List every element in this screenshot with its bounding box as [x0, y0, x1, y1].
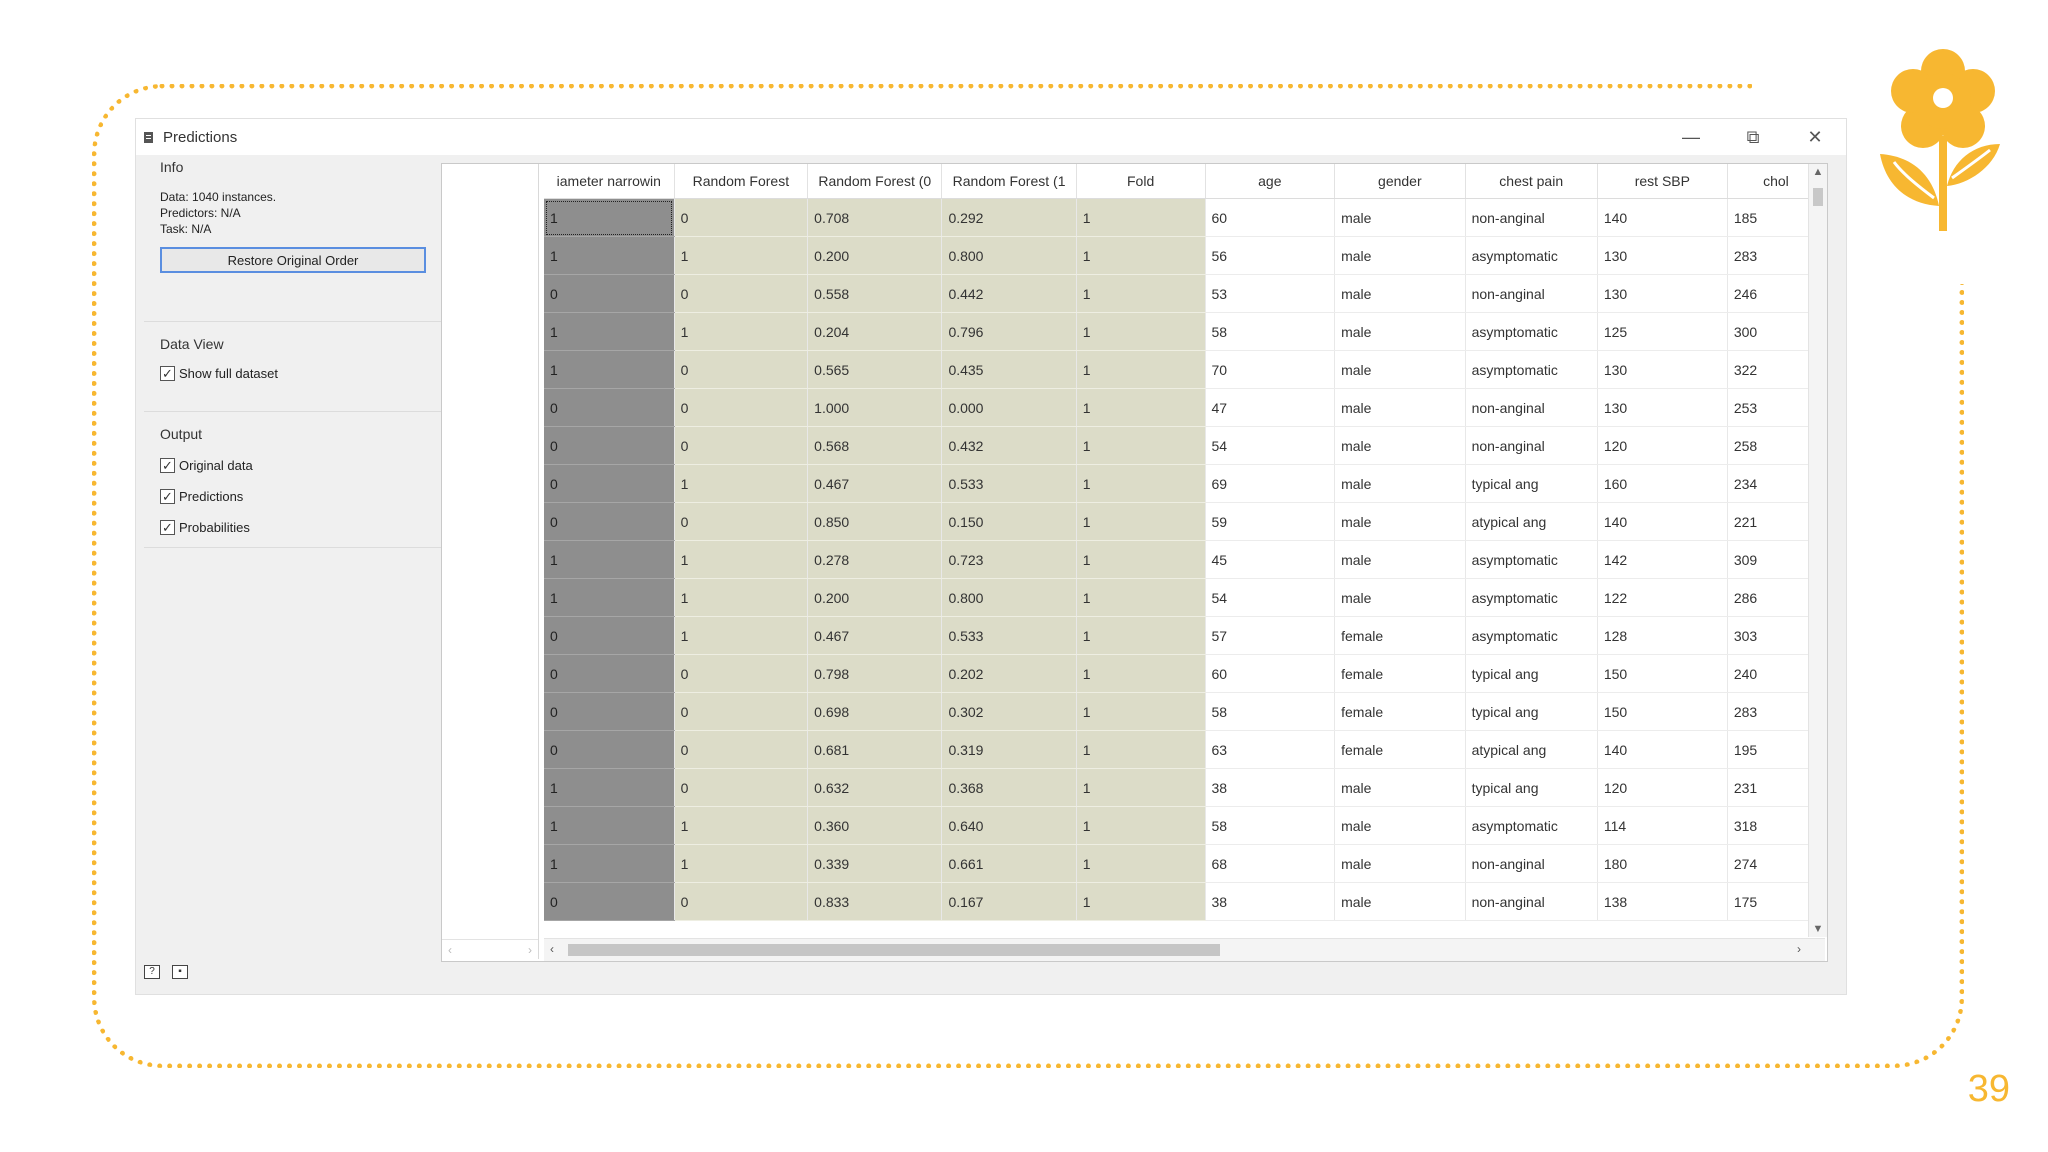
table-cell[interactable]: 0 [674, 655, 808, 693]
checkbox-icon: ✓ [160, 489, 175, 504]
table-cell[interactable]: 0.302 [942, 693, 1076, 731]
table-cell[interactable]: 53 [1205, 275, 1335, 313]
table-cell[interactable]: 318 [1727, 807, 1824, 845]
table-row[interactable] [544, 731, 1825, 769]
checkbox-icon: ✓ [160, 458, 175, 473]
table-cell[interactable]: 128 [1597, 617, 1727, 655]
scroll-thumb[interactable] [1813, 188, 1823, 206]
table-cell[interactable]: 0 [674, 427, 808, 465]
table-cell[interactable]: 68 [1205, 845, 1335, 883]
table-cell[interactable]: 1 [1076, 883, 1205, 921]
table-row[interactable] [544, 579, 1825, 617]
table-row[interactable] [544, 503, 1825, 541]
predictions-area [441, 163, 1828, 962]
table-cell[interactable]: non-anginal [1465, 845, 1597, 883]
table-cell[interactable]: typical ang [1465, 769, 1597, 807]
table-cell[interactable]: 253 [1727, 389, 1824, 427]
table-row[interactable] [544, 313, 1825, 351]
restore-button[interactable]: ⧉ [1746, 126, 1760, 147]
status-bar-icons [144, 965, 188, 979]
table-cell[interactable]: 185 [1727, 199, 1824, 237]
scroll-down-icon[interactable]: ▼ [1812, 923, 1824, 935]
scroll-left-icon[interactable]: ‹ [448, 942, 452, 957]
table-cell[interactable]: 0 [544, 503, 674, 541]
table-cell[interactable]: 0 [544, 655, 674, 693]
table-cell[interactable]: male [1335, 465, 1465, 503]
table-cell[interactable]: 0 [544, 427, 674, 465]
table-cell[interactable]: 240 [1727, 655, 1824, 693]
table-cell[interactable]: 0.708 [808, 199, 942, 237]
table-cell[interactable]: 1 [674, 465, 808, 503]
table-cell[interactable]: 1 [674, 541, 808, 579]
table-row[interactable] [544, 541, 1825, 579]
show-full-dataset-checkbox[interactable] [160, 366, 444, 381]
table-cell[interactable]: 0 [674, 199, 808, 237]
table-cell[interactable]: asymptomatic [1465, 807, 1597, 845]
table-cell[interactable]: 1 [1076, 351, 1205, 389]
table-cell[interactable]: male [1335, 541, 1465, 579]
table-cell[interactable]: atypical ang [1465, 503, 1597, 541]
table-cell[interactable]: 45 [1205, 541, 1335, 579]
table-cell[interactable]: 0 [544, 731, 674, 769]
table-cell[interactable]: male [1335, 237, 1465, 275]
info-task-line: Task: N/A [160, 222, 212, 236]
table-cell[interactable]: 0.632 [808, 769, 942, 807]
table-cell[interactable]: 1 [1076, 617, 1205, 655]
table-cell[interactable]: 0.360 [808, 807, 942, 845]
table-cell[interactable]: 0.278 [808, 541, 942, 579]
table-cell[interactable]: 0.661 [942, 845, 1076, 883]
window-controls [1660, 119, 1846, 155]
table-cell[interactable]: 0 [674, 693, 808, 731]
table-cell[interactable]: 0.467 [808, 617, 942, 655]
table-cell[interactable]: 56 [1205, 237, 1335, 275]
table-cell[interactable]: 160 [1597, 465, 1727, 503]
table-cell[interactable]: 0.833 [808, 883, 942, 921]
table-cell[interactable]: 1 [1076, 541, 1205, 579]
table-cell[interactable]: male [1335, 503, 1465, 541]
table-cell[interactable]: 0.533 [942, 617, 1076, 655]
help-icon[interactable]: ? [144, 965, 160, 979]
table-header [544, 164, 1825, 199]
table-cell[interactable]: 246 [1727, 275, 1824, 313]
table-cell[interactable]: 0.368 [942, 769, 1076, 807]
table-cell[interactable]: asymptomatic [1465, 617, 1597, 655]
table-cell[interactable]: 0.467 [808, 465, 942, 503]
table-cell[interactable]: 58 [1205, 693, 1335, 731]
table-row[interactable] [544, 275, 1825, 313]
table-cell[interactable]: 0.533 [942, 465, 1076, 503]
table-cell[interactable]: 0.558 [808, 275, 942, 313]
left-pane-scrollbar[interactable] [442, 939, 538, 959]
table-cell[interactable]: 1 [544, 769, 674, 807]
table-cell[interactable]: 0 [674, 883, 808, 921]
table-row[interactable] [544, 427, 1825, 465]
table-row[interactable] [544, 883, 1825, 921]
table-cell[interactable]: 258 [1727, 427, 1824, 465]
table-cell[interactable]: 150 [1597, 655, 1727, 693]
title-bar [136, 119, 1846, 155]
table-cell[interactable]: 38 [1205, 883, 1335, 921]
table-cell[interactable]: 0.723 [942, 541, 1076, 579]
table-cell[interactable]: typical ang [1465, 655, 1597, 693]
table-cell[interactable]: 180 [1597, 845, 1727, 883]
table-cell[interactable]: 0 [674, 731, 808, 769]
table-cell[interactable]: 1 [1076, 807, 1205, 845]
predictions-checkbox[interactable] [160, 489, 444, 504]
table-cell[interactable]: 122 [1597, 579, 1727, 617]
table-cell[interactable]: 38 [1205, 769, 1335, 807]
data-table [544, 164, 1825, 937]
flower-icon [1868, 36, 2018, 236]
table-row[interactable] [544, 199, 1825, 237]
table-cell[interactable]: 0.339 [808, 845, 942, 883]
table-cell[interactable]: 0 [544, 465, 674, 503]
table-cell[interactable]: 60 [1205, 199, 1335, 237]
table-cell[interactable]: 1 [1076, 503, 1205, 541]
table-cell[interactable]: 0.800 [942, 579, 1076, 617]
table-cell[interactable]: 130 [1597, 237, 1727, 275]
probabilities-label: Probabilities [179, 520, 250, 535]
column-header[interactable]: chol [1727, 164, 1824, 199]
table-cell[interactable]: 0 [674, 275, 808, 313]
table-cell[interactable]: 0.432 [942, 427, 1076, 465]
table-cell[interactable]: 1 [1076, 427, 1205, 465]
table-cell[interactable]: male [1335, 845, 1465, 883]
table-cell[interactable]: 1 [1076, 389, 1205, 427]
table-cell[interactable]: male [1335, 769, 1465, 807]
table-cell[interactable]: male [1335, 389, 1465, 427]
table-cell[interactable]: male [1335, 579, 1465, 617]
table-cell[interactable]: female [1335, 731, 1465, 769]
table-cell[interactable]: 0.000 [942, 389, 1076, 427]
table-cell[interactable]: non-anginal [1465, 199, 1597, 237]
table-cell[interactable]: non-anginal [1465, 883, 1597, 921]
table-cell[interactable]: 0 [544, 275, 674, 313]
table-cell[interactable]: 1 [544, 199, 674, 237]
app-icon [144, 132, 153, 143]
column-header[interactable]: Fold [1076, 164, 1205, 199]
close-button[interactable]: ✕ [1807, 126, 1823, 147]
table-cell[interactable]: 140 [1597, 731, 1727, 769]
column-header[interactable]: rest SBP [1597, 164, 1727, 199]
table-cell[interactable]: asymptomatic [1465, 579, 1597, 617]
data-view-title: Data View [160, 336, 224, 352]
probabilities-checkbox[interactable] [160, 520, 444, 535]
table-cell[interactable]: 303 [1727, 617, 1824, 655]
table-cell[interactable]: asymptomatic [1465, 351, 1597, 389]
table-cell[interactable]: male [1335, 199, 1465, 237]
table-cell[interactable]: 0.681 [808, 731, 942, 769]
table-cell[interactable]: 1 [674, 617, 808, 655]
table-cell[interactable]: 69 [1205, 465, 1335, 503]
table-cell[interactable]: 300 [1727, 313, 1824, 351]
minimize-button[interactable]: — [1682, 126, 1700, 147]
window-title: Predictions [163, 128, 238, 146]
table-cell[interactable]: 1 [1076, 693, 1205, 731]
table-cell[interactable]: 0.796 [942, 313, 1076, 351]
table-cell[interactable]: 274 [1727, 845, 1824, 883]
table-cell[interactable]: 150 [1597, 693, 1727, 731]
checkbox-icon: ✓ [160, 520, 175, 535]
scroll-right-icon[interactable]: › [1797, 942, 1801, 956]
table-cell[interactable]: male [1335, 351, 1465, 389]
table-cell[interactable]: 1 [1076, 465, 1205, 503]
table-cell[interactable]: non-anginal [1465, 427, 1597, 465]
table-cell[interactable]: 0.319 [942, 731, 1076, 769]
table-cell[interactable]: 0.698 [808, 693, 942, 731]
table-cell[interactable]: 0.800 [942, 237, 1076, 275]
column-header[interactable]: chest pain [1465, 164, 1597, 199]
table-cell[interactable]: 0.798 [808, 655, 942, 693]
table-cell[interactable]: 54 [1205, 579, 1335, 617]
table-cell[interactable]: 0.568 [808, 427, 942, 465]
page-number: 39 [1967, 1068, 2010, 1110]
table-cell[interactable]: 1 [544, 541, 674, 579]
table-cell[interactable]: 0.202 [942, 655, 1076, 693]
output-box [144, 411, 444, 548]
table-cell[interactable]: 0 [674, 351, 808, 389]
hscroll-thumb[interactable] [568, 944, 1220, 956]
table-cell[interactable]: 114 [1597, 807, 1727, 845]
column-header[interactable]: Random Forest [674, 164, 808, 199]
table-cell[interactable]: 0 [544, 389, 674, 427]
table-cell[interactable]: 1 [1076, 275, 1205, 313]
predictions-label: Predictions [179, 489, 244, 504]
table-cell[interactable]: typical ang [1465, 465, 1597, 503]
table-cell[interactable]: 58 [1205, 807, 1335, 845]
table-row[interactable] [544, 465, 1825, 503]
table-row[interactable] [544, 655, 1825, 693]
table-cell[interactable]: 54 [1205, 427, 1335, 465]
data-view-box [144, 321, 444, 393]
table-cell[interactable]: 58 [1205, 313, 1335, 351]
checkbox-icon: ✓ [160, 366, 175, 381]
table-cell[interactable]: 1 [544, 807, 674, 845]
table-cell[interactable]: 0 [544, 617, 674, 655]
table-cell[interactable]: male [1335, 427, 1465, 465]
table-cell[interactable]: typical ang [1465, 693, 1597, 731]
table-cell[interactable]: male [1335, 313, 1465, 351]
table-cell[interactable]: non-anginal [1465, 389, 1597, 427]
table-cell[interactable]: 0.850 [808, 503, 942, 541]
table-cell[interactable]: 0.435 [942, 351, 1076, 389]
table-cell[interactable]: 1 [674, 313, 808, 351]
column-header[interactable]: iameter narrowin [544, 164, 674, 199]
table-cell[interactable]: 1 [1076, 845, 1205, 883]
column-header[interactable]: Random Forest (0 [808, 164, 942, 199]
table-cell[interactable]: 130 [1597, 389, 1727, 427]
table-cell[interactable]: 283 [1727, 693, 1824, 731]
table-row[interactable] [544, 807, 1825, 845]
report-icon[interactable]: ▪ [172, 965, 188, 979]
table-cell[interactable]: 1 [1076, 769, 1205, 807]
table-row[interactable] [544, 351, 1825, 389]
info-predictors-line: Predictors: N/A [160, 206, 241, 220]
table-cell[interactable]: 0.204 [808, 313, 942, 351]
table-cell[interactable]: 1 [1076, 313, 1205, 351]
table-cell[interactable]: 125 [1597, 313, 1727, 351]
table-cell[interactable]: 1 [674, 807, 808, 845]
table-cell[interactable]: 57 [1205, 617, 1335, 655]
table-cell[interactable]: female [1335, 617, 1465, 655]
control-panel [144, 159, 444, 977]
restore-original-order-button[interactable]: Restore Original Order [160, 247, 426, 273]
table-cell[interactable]: asymptomatic [1465, 237, 1597, 275]
horizontal-scrollbar[interactable] [544, 938, 1825, 961]
table-cell[interactable]: 0 [544, 883, 674, 921]
table-cell[interactable]: 120 [1597, 769, 1727, 807]
table-row[interactable] [544, 693, 1825, 731]
column-header[interactable]: age [1205, 164, 1335, 199]
table-cell[interactable]: male [1335, 883, 1465, 921]
show-full-dataset-label: Show full dataset [179, 366, 279, 381]
table-cell[interactable]: 1 [674, 579, 808, 617]
original-data-checkbox[interactable] [160, 458, 444, 473]
table-cell[interactable]: 175 [1727, 883, 1824, 921]
table-cell[interactable]: 120 [1597, 427, 1727, 465]
info-data-line: Data: 1040 instances. [160, 190, 277, 204]
table-row[interactable] [544, 617, 1825, 655]
table-cell[interactable]: 70 [1205, 351, 1335, 389]
info-title: Info [160, 159, 184, 175]
table-cell[interactable]: 1 [1076, 579, 1205, 617]
table-row[interactable] [544, 389, 1825, 427]
info-box [144, 159, 444, 273]
table-cell[interactable]: 1 [1076, 655, 1205, 693]
original-data-label: Original data [179, 458, 253, 473]
table-cell[interactable]: 63 [1205, 731, 1335, 769]
table-cell[interactable]: 1 [544, 313, 674, 351]
table-cell[interactable]: asymptomatic [1465, 541, 1597, 579]
table-cell[interactable]: 0 [674, 769, 808, 807]
table-cell[interactable]: 1 [1076, 199, 1205, 237]
table-cell[interactable]: 1 [1076, 731, 1205, 769]
table-cell[interactable]: 0 [674, 503, 808, 541]
table-cell[interactable]: 0 [544, 693, 674, 731]
output-title: Output [160, 426, 203, 442]
table-cell[interactable]: 1 [674, 237, 808, 275]
table-cell[interactable]: 234 [1727, 465, 1824, 503]
scroll-left-icon[interactable]: ‹ [550, 942, 554, 956]
table-cell[interactable]: female [1335, 693, 1465, 731]
table-cell[interactable]: 140 [1597, 503, 1727, 541]
table-cell[interactable]: 47 [1205, 389, 1335, 427]
table-cell[interactable]: 0.442 [942, 275, 1076, 313]
table-cell[interactable]: 0.565 [808, 351, 942, 389]
table-cell[interactable]: 221 [1727, 503, 1824, 541]
table-cell[interactable]: female [1335, 655, 1465, 693]
table-cell[interactable]: 0.200 [808, 579, 942, 617]
table-cell[interactable]: male [1335, 807, 1465, 845]
table-cell[interactable]: male [1335, 275, 1465, 313]
table-cell[interactable]: 1 [674, 845, 808, 883]
predictions-window [135, 118, 1847, 995]
table-cell[interactable]: 60 [1205, 655, 1335, 693]
table-cell[interactable]: 231 [1727, 769, 1824, 807]
table-cell[interactable]: 286 [1727, 579, 1824, 617]
column-header[interactable]: gender [1335, 164, 1465, 199]
table-cell[interactable]: 0.167 [942, 883, 1076, 921]
column-header[interactable]: Random Forest (1 [942, 164, 1076, 199]
table-cell[interactable]: 322 [1727, 351, 1824, 389]
scroll-up-icon[interactable]: ▲ [1812, 166, 1824, 178]
table-cell[interactable]: 283 [1727, 237, 1824, 275]
vertical-scrollbar[interactable] [1808, 164, 1827, 937]
table-cell[interactable]: 0.292 [942, 199, 1076, 237]
table-cell[interactable]: 0.640 [942, 807, 1076, 845]
table-cell[interactable]: 138 [1597, 883, 1727, 921]
table-body [544, 199, 1825, 921]
table-cell[interactable]: 140 [1597, 199, 1727, 237]
table-row[interactable] [544, 237, 1825, 275]
table-cell[interactable]: 1 [544, 237, 674, 275]
empty-predictors-pane [442, 164, 539, 959]
table-cell[interactable]: 195 [1727, 731, 1824, 769]
table-cell[interactable]: 0.200 [808, 237, 942, 275]
table-cell[interactable]: 0.150 [942, 503, 1076, 541]
table-cell[interactable]: atypical ang [1465, 731, 1597, 769]
table-cell[interactable]: 59 [1205, 503, 1335, 541]
table-cell[interactable]: 1 [544, 579, 674, 617]
table-cell[interactable]: 1 [544, 351, 674, 389]
table-cell[interactable]: non-anginal [1465, 275, 1597, 313]
table-cell[interactable]: 142 [1597, 541, 1727, 579]
table-cell[interactable]: 309 [1727, 541, 1824, 579]
table-cell[interactable]: asymptomatic [1465, 313, 1597, 351]
scroll-right-icon[interactable]: › [528, 942, 532, 957]
table-cell[interactable]: 0 [674, 389, 808, 427]
table-cell[interactable]: 1.000 [808, 389, 942, 427]
table-cell[interactable]: 130 [1597, 351, 1727, 389]
table-cell[interactable]: 1 [1076, 237, 1205, 275]
table-row[interactable] [544, 769, 1825, 807]
table-cell[interactable]: 1 [544, 845, 674, 883]
table-row[interactable] [544, 845, 1825, 883]
table-cell[interactable]: 130 [1597, 275, 1727, 313]
